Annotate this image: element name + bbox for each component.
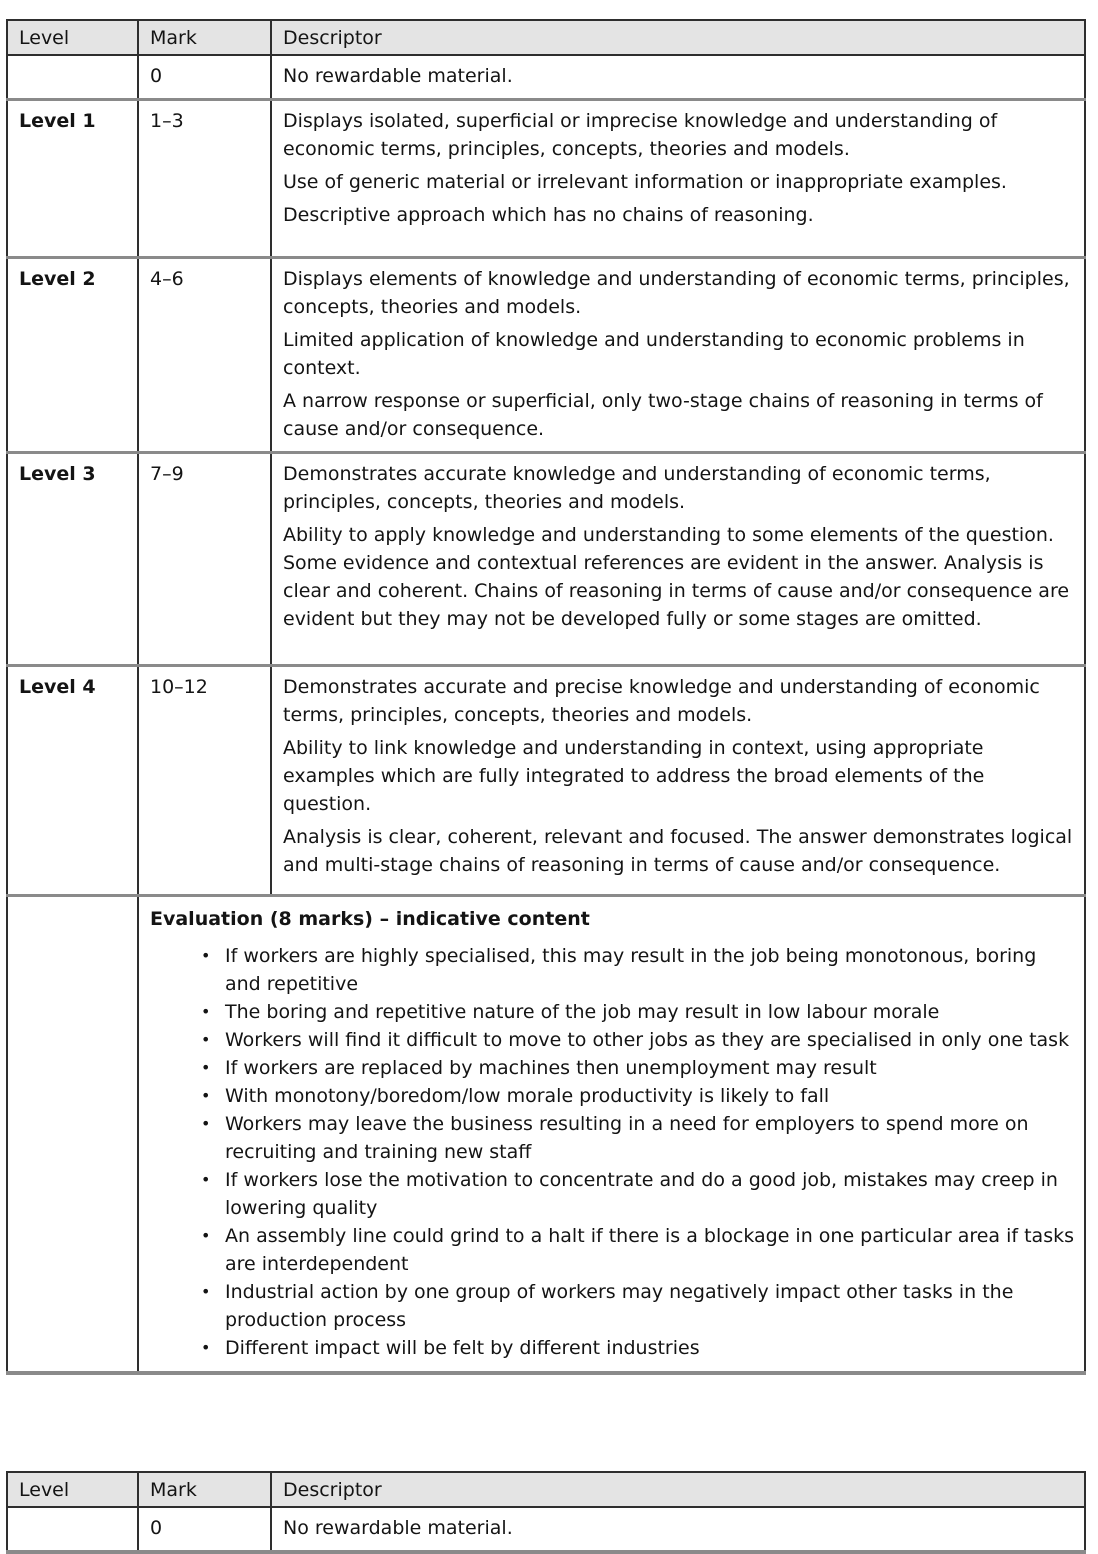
descriptor-paragraph: No rewardable material.: [283, 1516, 513, 1539]
evaluation-bullet: • The boring and repetitive nature of the job may result in low labour morale: [192, 998, 1074, 1026]
level-cell-empty: [7, 896, 138, 1373]
row-mark-0: [7, 1507, 1085, 1552]
descriptor-paragraph: Displays isolated, superficial or imprecise knowledge and understanding of economic terms, principles, concepts, theories and models.: [283, 110, 998, 160]
column-header-level: Level: [7, 20, 138, 55]
level-cell: Level 2: [7, 258, 138, 453]
descriptor-paragraph: Use of generic material or irrelevant information or inappropriate examples.: [283, 171, 1007, 193]
header-row: [7, 1472, 1085, 1507]
level-cell: [7, 55, 138, 100]
mark-cell: 7–9: [138, 453, 271, 666]
evaluation-bullet: • If workers are replaced by machines then unemployment may result: [192, 1054, 1074, 1082]
evaluation-bullet: • Different impact will be felt by different industries: [192, 1334, 1074, 1362]
column-header-mark: Mark: [138, 1472, 271, 1507]
mark-scheme-table-analysis: [6, 19, 1086, 1375]
row-level-1: [7, 100, 1085, 258]
row-level-2: [7, 258, 1085, 453]
column-header-descriptor: Descriptor: [271, 1472, 1085, 1507]
mark-scheme-table-next: [6, 1471, 1086, 1554]
descriptor-paragraph: Limited application of knowledge and understanding to economic problems in context.: [283, 329, 1025, 379]
descriptor-paragraph: Analysis is clear, coherent, relevant and focused. The answer demonstrates logical and multi-stage chains of reasoning in terms of cause and/or consequence.: [283, 826, 1073, 876]
evaluation-bullet: • Workers may leave the business resulting in a need for employers to spend more on recruiting and training new staff: [192, 1110, 1074, 1166]
mark-cell: 4–6: [138, 258, 271, 453]
evaluation-bullet-list: [150, 942, 1074, 1362]
header-row: [7, 20, 1085, 55]
descriptor-paragraph: A narrow response or superficial, only two-stage chains of reasoning in terms of cause and/or consequence.: [283, 390, 1043, 440]
evaluation-bullet: • If workers lose the motivation to concentrate and do a good job, mistakes may creep in lowering quality: [192, 1166, 1074, 1222]
descriptor-paragraph: Ability to link knowledge and understanding in context, using appropriate examples which are fully integrated to address the broad elements of the question.: [283, 737, 985, 815]
descriptor-paragraph: Displays elements of knowledge and understanding of economic terms, principles, concepts, theories and models.: [283, 268, 1070, 318]
level-cell: Level 1: [7, 100, 138, 258]
evaluation-bullet: • Industrial action by one group of workers may negatively impact other tasks in the production process: [192, 1278, 1074, 1334]
mark-cell: 0: [138, 1507, 271, 1552]
descriptor-paragraph: Demonstrates accurate knowledge and understanding of economic terms, principles, concepts, theories and models.: [283, 463, 991, 513]
descriptor-paragraph: Ability to apply knowledge and understanding to some elements of the question. Some evidence and contextual references are evident in the answer. Analysis is clear and coherent. Chains of reasoning in terms of cause and/or consequence are evident but they may not be developed fully or some stages are omitted.: [283, 524, 1070, 630]
descriptor-paragraph: No rewardable material.: [283, 65, 513, 87]
mark-cell: 0: [138, 55, 271, 100]
evaluation-bullet: • An assembly line could grind to a halt if there is a blockage in one particular area if tasks are interdependent: [192, 1222, 1074, 1278]
row-mark-0: [7, 55, 1085, 100]
mark-cell: 1–3: [138, 100, 271, 258]
column-header-level: Level: [7, 1472, 138, 1507]
evaluation-title: Evaluation (8 marks) – indicative content: [150, 908, 590, 930]
evaluation-bullet: • If workers are highly specialised, this may result in the job being monotonous, boring and repetitive: [192, 942, 1074, 998]
row-level-3: [7, 453, 1085, 666]
descriptor-cell: [271, 258, 1085, 453]
column-header-mark: Mark: [138, 20, 271, 55]
descriptor-cell: [271, 100, 1085, 258]
descriptor-paragraph: Descriptive approach which has no chains of reasoning.: [283, 204, 814, 226]
descriptor-cell: [271, 453, 1085, 666]
row-level-4: [7, 666, 1085, 896]
level-cell: Level 4: [7, 666, 138, 896]
level-cell: Level 3: [7, 453, 138, 666]
column-header-descriptor: Descriptor: [271, 20, 1085, 55]
evaluation-cell: [138, 896, 1085, 1373]
evaluation-bullet: • Workers will find it difficult to move to other jobs as they are specialised in only one task: [192, 1026, 1074, 1054]
row-evaluation: [7, 896, 1085, 1373]
descriptor-cell: [271, 55, 1085, 100]
descriptor-paragraph: Demonstrates accurate and precise knowledge and understanding of economic terms, principles, concepts, theories and models.: [283, 676, 1040, 726]
descriptor-cell: [271, 666, 1085, 896]
descriptor-cell: [271, 1507, 1085, 1552]
mark-cell: 10–12: [138, 666, 271, 896]
evaluation-bullet: • With monotony/boredom/low morale productivity is likely to fall: [192, 1082, 1074, 1110]
level-cell: [7, 1507, 138, 1552]
